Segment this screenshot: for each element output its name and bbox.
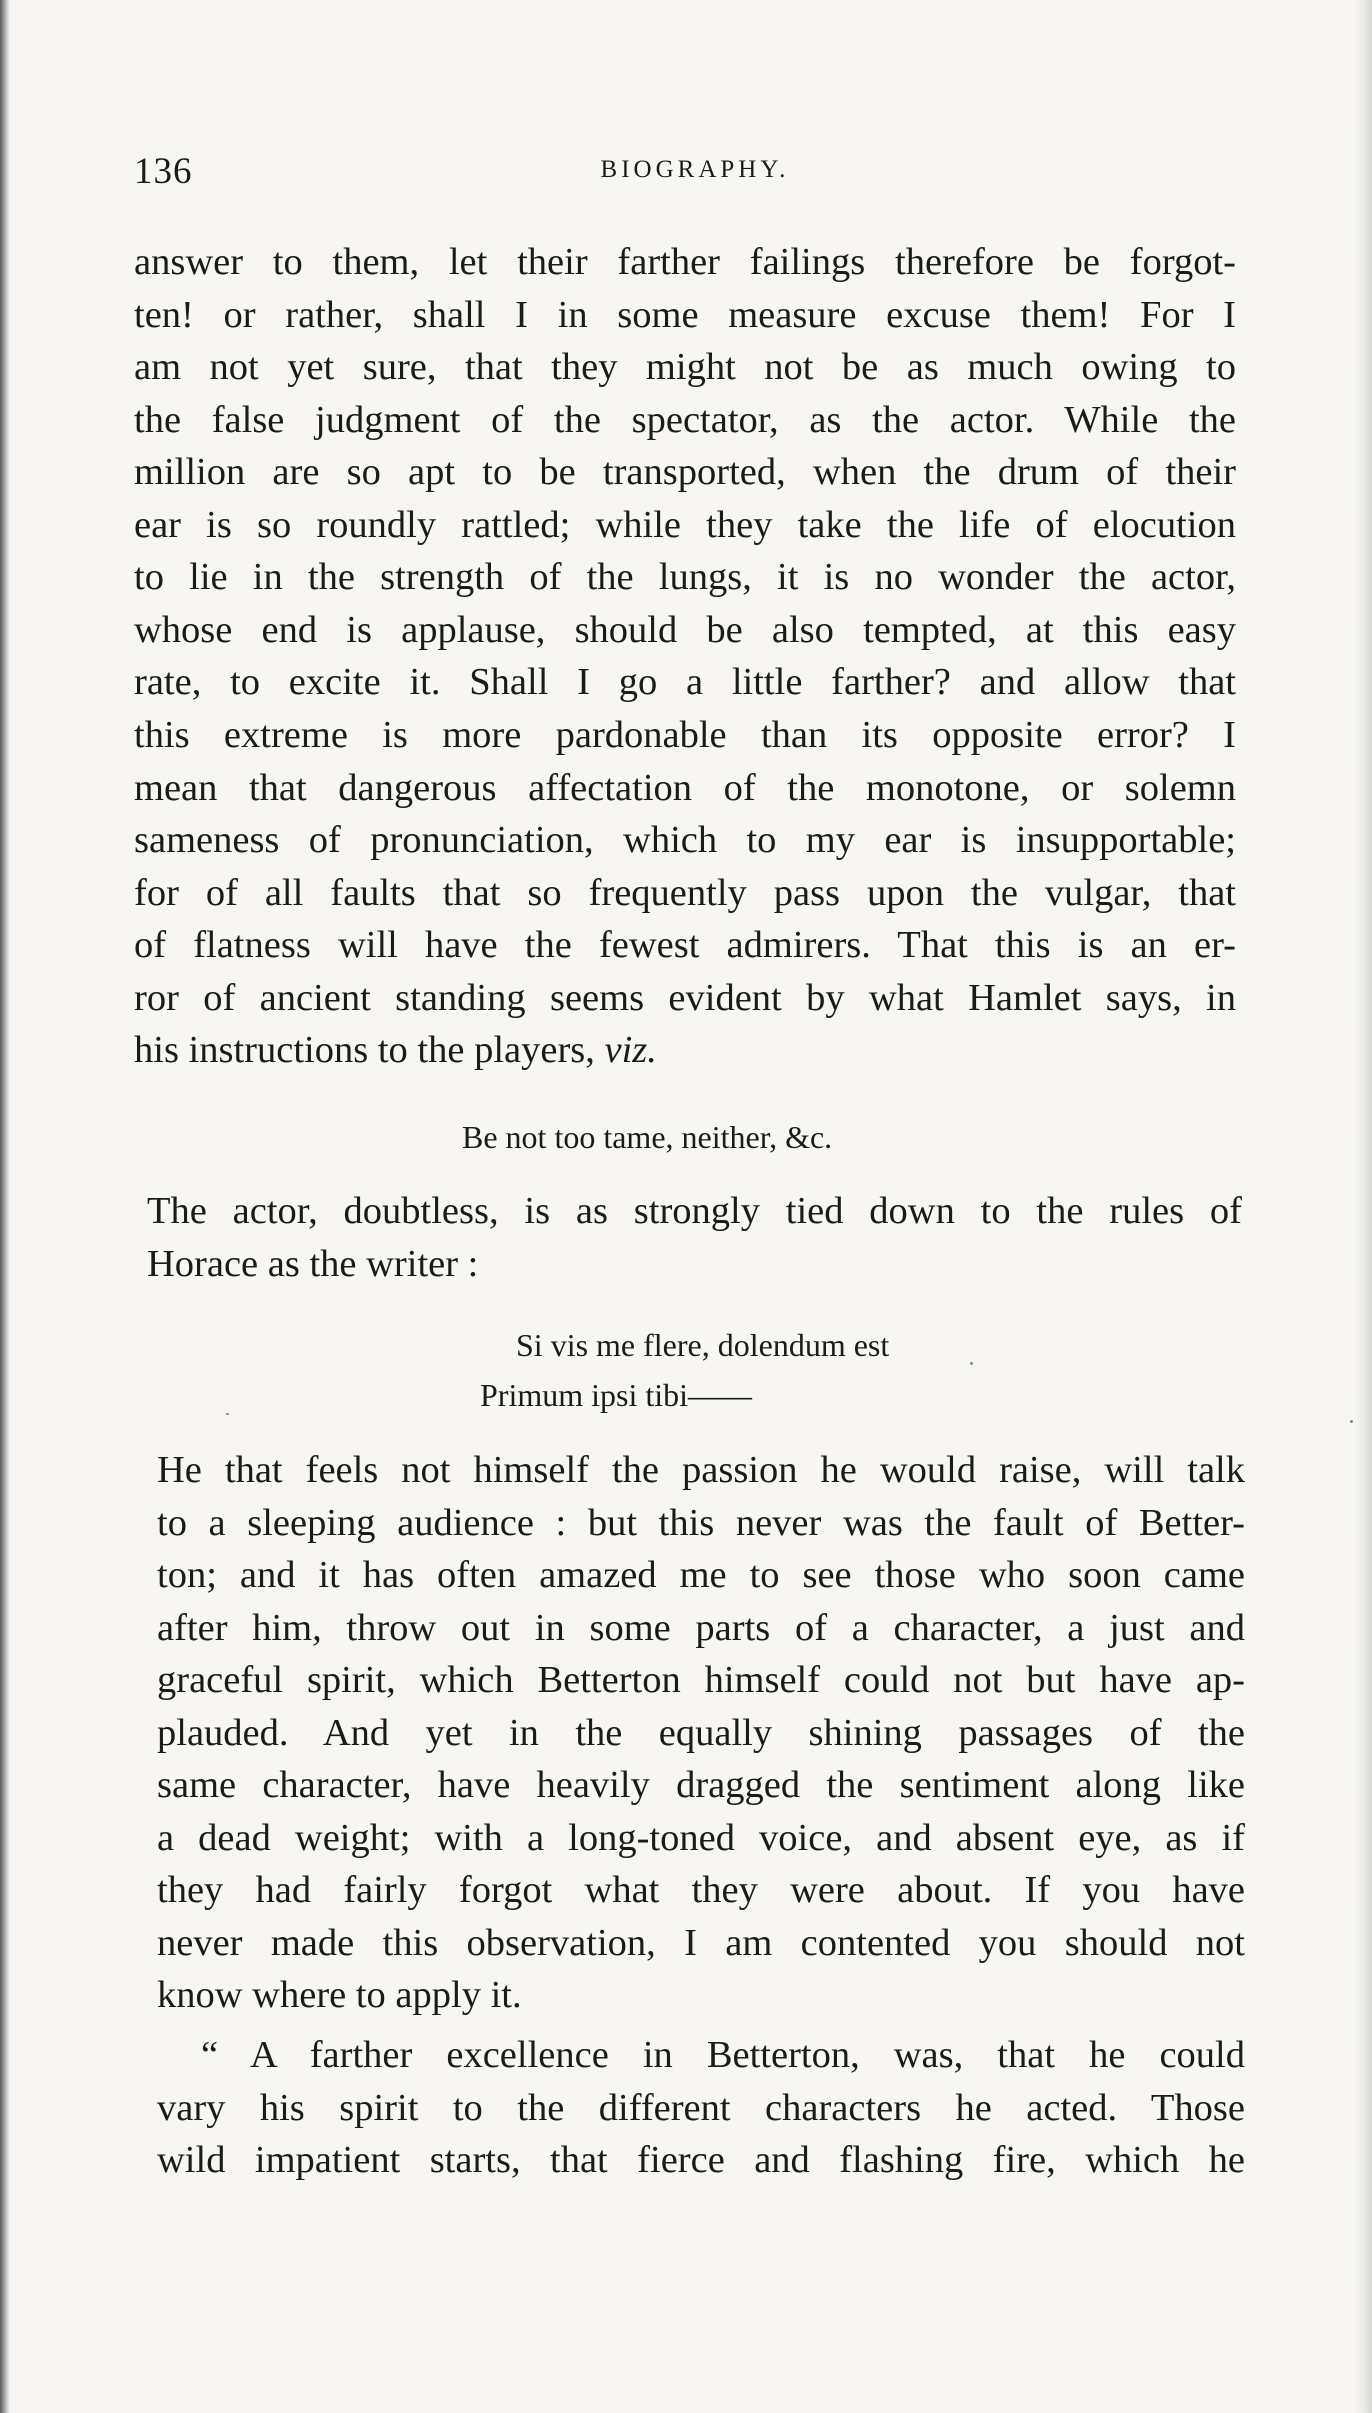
text-line: whose end is applause, should be also tempted, at this easy [134, 609, 1236, 651]
text-line: the false judgment of the spectator, as the actor. While the [134, 399, 1236, 441]
text-line: know where to apply it. [157, 1974, 522, 2016]
text-line: wild impatient starts, that fierce and flashing fire, which he [157, 2139, 1245, 2181]
text-line-content: his instructions to the players, [134, 1029, 595, 1071]
text-line: ror of ancient standing seems evident by what Hamlet says, in [134, 977, 1236, 1019]
verse-line: Primum ipsi tibi—— [480, 1377, 753, 1413]
text-line: million are so apt to be transported, when the drum of their [134, 451, 1236, 493]
text-line: graceful spirit, which Betterton himself could not but have ap- [157, 1659, 1245, 1701]
verse-line: Si vis me flere, dolendum est [516, 1327, 890, 1363]
text-line: of flatness will have the fewest admirers. That this is an er- [134, 924, 1236, 966]
ink-speck [1350, 1420, 1353, 1423]
text-line: to a sleeping audience : but this never was the fault of Better- [157, 1502, 1245, 1544]
text-line: mean that dangerous affectation of the monotone, or solemn [134, 767, 1236, 809]
ink-speck [970, 1362, 973, 1365]
text-line: vary his spirit to the different characters he acted. Those [157, 2087, 1245, 2129]
text-line: Horace as the writer : [147, 1243, 479, 1285]
text-line: am not yet sure, that they might not be as much owing to [134, 346, 1236, 388]
running-head: BIOGRAPHY. [600, 156, 790, 183]
page-number: 136 [134, 151, 193, 192]
text-line: He that feels not himself the passion he would raise, will talk [157, 1449, 1245, 1491]
text-line: ton; and it has often amazed me to see those who soon came [157, 1554, 1245, 1596]
text-line: plauded. And yet in the equally shining passages of the [157, 1712, 1245, 1754]
page-header [134, 150, 1256, 200]
text-line [134, 1025, 1236, 1075]
text-line: after him, throw out in some parts of a character, a just and [157, 1607, 1245, 1649]
text-line: they had fairly forgot what they were about. If you have [157, 1869, 1245, 1911]
text-line: The actor, doubtless, is as strongly tied down to the rules of [147, 1190, 1242, 1232]
text-line: sameness of pronunciation, which to my ear is insupportable; [134, 819, 1236, 861]
block-quote: Be not too tame, neither, &c. [462, 1119, 833, 1155]
text-line: to lie in the strength of the lungs, it is no wonder the actor, [134, 556, 1236, 598]
text-line: rate, to excite it. Shall I go a little farther? and allow that [134, 661, 1236, 703]
page-binding-edge [0, 0, 10, 2413]
text-line: ear is so roundly rattled; while they take the life of elocution [134, 504, 1236, 546]
text-line: a dead weight; with a long-toned voice, and absent eye, as if [157, 1817, 1245, 1859]
text-line: “ A farther excellence in Betterton, was, that he could [201, 2034, 1245, 2076]
text-line: answer to them, let their farther failings therefore be forgot- [134, 241, 1236, 283]
text-line: same character, have heavily dragged the sentiment along like [157, 1764, 1245, 1806]
page-outer-edge [1354, 0, 1372, 2413]
ink-speck [226, 1413, 229, 1415]
text-line: never made this observation, I am contented you should not [157, 1922, 1245, 1964]
text-line: this extreme is more pardonable than its opposite error? I [134, 714, 1236, 756]
text-line: for of all faults that so frequently pass upon the vulgar, that [134, 872, 1236, 914]
italic-emphasis: viz. [604, 1029, 657, 1071]
text-line: ten! or rather, shall I in some measure excuse them! For I [134, 294, 1236, 336]
